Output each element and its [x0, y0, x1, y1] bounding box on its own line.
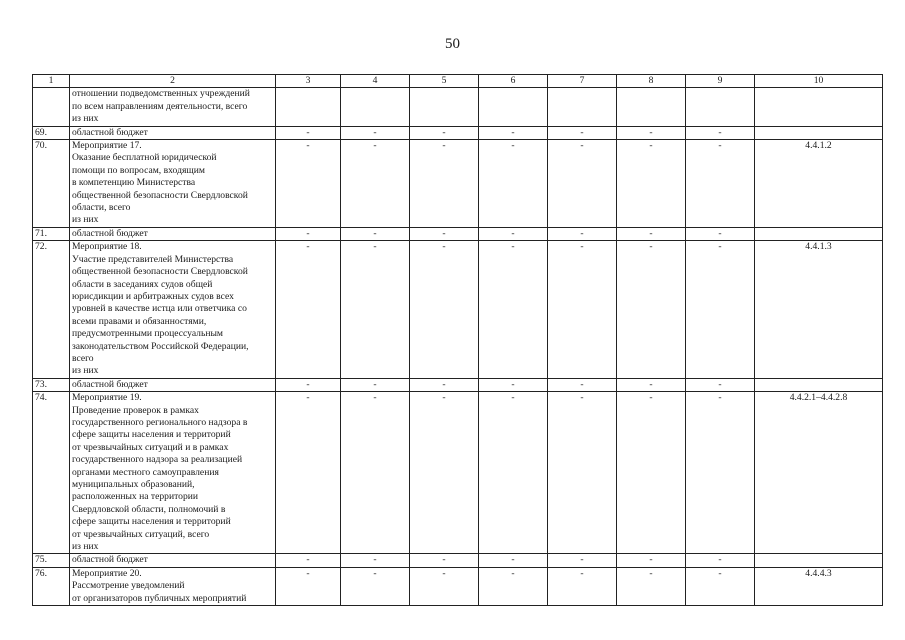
value-cell-col-8: - — [617, 567, 686, 605]
value-cell-col-5: - — [410, 554, 479, 567]
value-cell-col-6: - — [479, 378, 548, 391]
value-cell-col-7: - — [548, 241, 617, 378]
column-header-7: 7 — [548, 75, 617, 88]
value-cell-col-5: - — [410, 378, 479, 391]
value-cell-col-3: - — [276, 392, 341, 554]
description-line: областной бюджет — [72, 126, 148, 138]
row-description — [70, 140, 276, 228]
description-line: общественной безопасности Свердловской — [72, 189, 248, 201]
description-line: областной бюджет — [72, 378, 148, 390]
row-description — [70, 88, 276, 126]
column-header-5: 5 — [410, 75, 479, 88]
description-line: юрисдикции и арбитражных судов всех — [72, 290, 234, 302]
description-line: Оказание бесплатной юридической — [72, 152, 217, 164]
description-line: от организаторов публичных мероприятий — [72, 592, 247, 604]
value-cell-col-5: - — [410, 126, 479, 139]
value-cell-col-8: - — [617, 241, 686, 378]
description-line: Проведение проверок в рамках — [72, 404, 199, 416]
row-number: 72. — [33, 241, 70, 378]
value-cell-col-3: - — [276, 241, 341, 378]
description-line: общественной безопасности Свердловской — [72, 266, 248, 278]
column-header-2: 2 — [70, 75, 276, 88]
value-cell-col-9: - — [686, 567, 755, 605]
value-cell-col-3: - — [276, 567, 341, 605]
value-cell-col-7: - — [548, 567, 617, 605]
target-code — [755, 126, 883, 139]
target-code: 4.4.1.3 — [755, 241, 883, 378]
row-description — [70, 554, 276, 567]
value-cell-col-9: - — [686, 126, 755, 139]
value-cell-col-4: - — [341, 241, 410, 378]
value-cell-col-8: - — [617, 227, 686, 240]
target-code — [755, 554, 883, 567]
table-header-row — [33, 75, 883, 88]
row-number: 73. — [33, 378, 70, 391]
row-number: 76. — [33, 567, 70, 605]
column-header-3: 3 — [276, 75, 341, 88]
description-line: законодательством Российской Федерации, — [72, 340, 249, 352]
target-code — [755, 227, 883, 240]
value-cell-col-6 — [479, 88, 548, 126]
target-code — [755, 88, 883, 126]
description-line: государственного регионального надзора в — [72, 416, 248, 428]
description-line: Мероприятие 17. — [72, 140, 142, 152]
value-cell-col-4: - — [341, 392, 410, 554]
value-cell-col-9: - — [686, 378, 755, 391]
value-cell-col-7: - — [548, 378, 617, 391]
value-cell-col-3: - — [276, 378, 341, 391]
page-number: 50 — [445, 36, 460, 52]
table-row — [33, 140, 883, 228]
value-cell-col-9: - — [686, 241, 755, 378]
value-cell-col-4: - — [341, 567, 410, 605]
description-line: областной бюджет — [72, 227, 148, 239]
description-line: предусмотренными процессуальным — [72, 328, 223, 340]
description-line: отношении подведомственных учреждений — [72, 88, 250, 100]
row-number: 75. — [33, 554, 70, 567]
row-number: 71. — [33, 227, 70, 240]
description-line: из них — [72, 541, 99, 553]
description-line: из них — [72, 214, 99, 226]
value-cell-col-8: - — [617, 554, 686, 567]
column-header-6: 6 — [479, 75, 548, 88]
description-line: помощи по вопросам, входящим — [72, 164, 205, 176]
value-cell-col-5 — [410, 88, 479, 126]
description-line: из них — [72, 113, 99, 125]
value-cell-col-9: - — [686, 392, 755, 554]
row-number: 74. — [33, 392, 70, 554]
description-line: расположенных на территории — [72, 491, 199, 503]
value-cell-col-7 — [548, 88, 617, 126]
value-cell-col-3: - — [276, 126, 341, 139]
description-line: области в заседаниях судов общей — [72, 278, 213, 290]
value-cell-col-8 — [617, 88, 686, 126]
value-cell-col-4: - — [341, 554, 410, 567]
description-line: сфере защиты населения и территорий — [72, 429, 231, 441]
value-cell-col-9 — [686, 88, 755, 126]
description-line: муниципальных образований, — [72, 479, 195, 490]
description-line: из них — [72, 365, 99, 377]
description-line: всеми правами и обязанностями, — [72, 315, 207, 327]
table-row — [33, 241, 883, 378]
budget-table — [32, 74, 883, 606]
value-cell-col-9: - — [686, 227, 755, 240]
value-cell-col-6: - — [479, 241, 548, 378]
value-cell-col-6: - — [479, 392, 548, 554]
column-header-1: 1 — [33, 75, 70, 88]
value-cell-col-5: - — [410, 227, 479, 240]
row-number — [33, 88, 70, 126]
row-description — [70, 126, 276, 139]
column-header-8: 8 — [617, 75, 686, 88]
value-cell-col-8: - — [617, 126, 686, 139]
value-cell-col-5: - — [410, 140, 479, 228]
target-code — [755, 378, 883, 391]
description-line: сфере защиты населения и территорий — [72, 516, 231, 528]
description-line: в компетенцию Министерства — [72, 177, 196, 189]
table-row — [33, 378, 883, 391]
value-cell-col-4: - — [341, 227, 410, 240]
value-cell-col-3: - — [276, 140, 341, 228]
value-cell-col-6: - — [479, 227, 548, 240]
row-description — [70, 567, 276, 605]
value-cell-col-6: - — [479, 567, 548, 605]
row-number: 70. — [33, 140, 70, 228]
target-code: 4.4.4.3 — [755, 567, 883, 605]
description-line: Рассмотрение уведомлений — [72, 580, 185, 592]
value-cell-col-3: - — [276, 227, 341, 240]
table-row — [33, 227, 883, 240]
table-row — [33, 554, 883, 567]
description-line: всего — [72, 352, 94, 364]
description-line: органами местного самоуправления — [72, 466, 219, 478]
description-line: Мероприятие 18. — [72, 241, 142, 253]
row-number: 69. — [33, 126, 70, 139]
column-header-9: 9 — [686, 75, 755, 88]
value-cell-col-7: - — [548, 227, 617, 240]
value-cell-col-4: - — [341, 126, 410, 139]
value-cell-col-6: - — [479, 554, 548, 567]
value-cell-col-3 — [276, 88, 341, 126]
value-cell-col-8: - — [617, 392, 686, 554]
description-line: Участие представителей Министерства — [72, 253, 234, 265]
value-cell-col-4: - — [341, 378, 410, 391]
value-cell-col-7: - — [548, 126, 617, 139]
value-cell-col-7: - — [548, 554, 617, 567]
description-line: области, всего — [72, 202, 131, 214]
value-cell-col-9: - — [686, 554, 755, 567]
description-line: от чрезвычайных ситуаций, всего — [72, 528, 210, 540]
description-line: Мероприятие 19. — [72, 392, 142, 404]
value-cell-col-7: - — [548, 140, 617, 228]
description-line: уровней в качестве истца или ответчика со — [72, 303, 247, 315]
table-row — [33, 567, 883, 605]
value-cell-col-8: - — [617, 140, 686, 228]
description-line: Свердловской области, полномочий в — [72, 503, 226, 515]
table-row — [33, 88, 883, 126]
value-cell-col-8: - — [617, 378, 686, 391]
target-code: 4.4.1.2 — [755, 140, 883, 228]
row-description — [70, 378, 276, 391]
value-cell-col-5: - — [410, 241, 479, 378]
value-cell-col-5: - — [410, 567, 479, 605]
value-cell-col-4 — [341, 88, 410, 126]
value-cell-col-5: - — [410, 392, 479, 554]
table-row — [33, 126, 883, 139]
column-header-4: 4 — [341, 75, 410, 88]
target-code: 4.4.2.1–4.4.2.8 — [755, 392, 883, 554]
value-cell-col-4: - — [341, 140, 410, 228]
column-header-10: 10 — [755, 75, 883, 88]
description-line: по всем направлениям деятельности, всего — [72, 100, 248, 112]
value-cell-col-6: - — [479, 126, 548, 139]
description-line: государственного надзора за реализацией — [72, 454, 243, 466]
description-line: областной бюджет — [72, 554, 148, 566]
value-cell-col-9: - — [686, 140, 755, 228]
value-cell-col-3: - — [276, 554, 341, 567]
description-line: от чрезвычайных ситуаций и в рамках — [72, 441, 229, 453]
row-description — [70, 392, 276, 554]
value-cell-col-6: - — [479, 140, 548, 228]
table-row — [33, 392, 883, 554]
row-description — [70, 227, 276, 240]
row-description — [70, 241, 276, 378]
description-line: Мероприятие 20. — [72, 567, 142, 579]
value-cell-col-7: - — [548, 392, 617, 554]
